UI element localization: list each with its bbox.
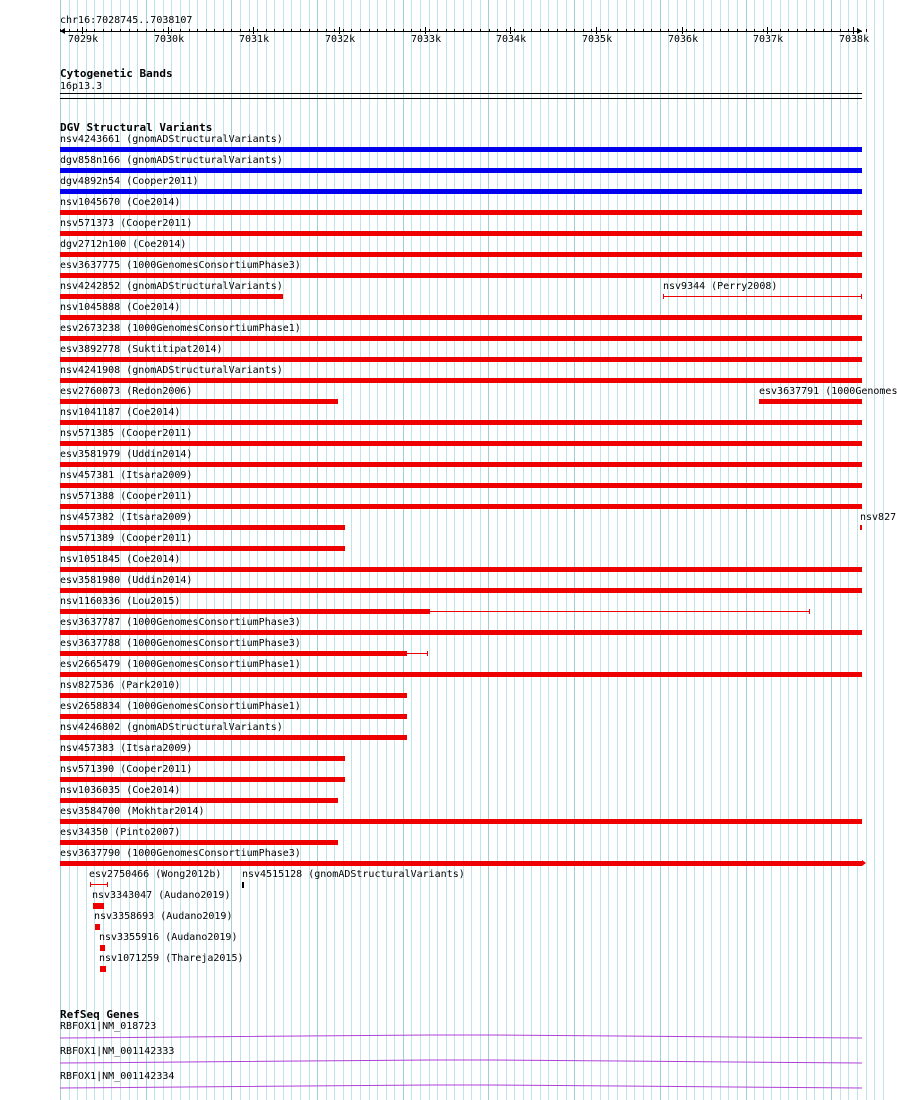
variant-label[interactable]: nsv1051845 (Coe2014) [60, 554, 181, 565]
variant-label[interactable]: nsv457382 (Itsara2009) [60, 512, 193, 523]
variant-label[interactable]: esv2665479 (1000GenomesConsortiumPhase1) [60, 659, 301, 670]
variant-label[interactable]: nsv3343047 (Audano2019) [92, 890, 231, 901]
variant-label[interactable]: esv3581979 (Uddin2014) [60, 449, 193, 460]
variant-label[interactable]: esv3637791 (1000Genomes [759, 386, 897, 397]
ruler-tick-label: 7029k [68, 34, 99, 45]
variant-label[interactable]: nsv1036035 (Coe2014) [60, 785, 181, 796]
variant-label[interactable]: nsv1041187 (Coe2014) [60, 407, 181, 418]
dgv-track-title[interactable]: DGV Structural Variants [60, 121, 213, 134]
gene-label[interactable]: RBFOX1|NM_018723 [60, 1021, 157, 1032]
variant-label[interactable]: nsv4246802 (gnomADStructuralVariants) [60, 722, 283, 733]
variant-label[interactable]: nsv3355916 (Audano2019) [99, 932, 238, 943]
gene-intron-line[interactable] [60, 1058, 862, 1066]
variant-label[interactable]: esv3637788 (1000GenomesConsortiumPhase3) [60, 638, 301, 649]
variant-label[interactable]: nsv457381 (Itsara2009) [60, 470, 193, 481]
variant-label[interactable]: nsv571385 (Cooper2011) [60, 428, 193, 439]
variant-label[interactable]: dgv858n166 (gnomADStructuralVariants) [60, 155, 283, 166]
ruler-tick-label: 7036k [668, 34, 699, 45]
ruler-tick-label: 7031k [239, 34, 270, 45]
variant-label[interactable]: esv2760073 (Redon2006) [60, 386, 193, 397]
gene-intron-path [60, 1085, 862, 1088]
ruler-tick-label: 7038k [839, 34, 870, 45]
variant-label[interactable]: nsv9344 (Perry2008) [663, 281, 778, 292]
gene-label[interactable]: RBFOX1|NM_001142333 [60, 1046, 175, 1057]
cytoband-label: 16p13.3 [60, 81, 103, 92]
variant-label[interactable]: nsv3358693 (Audano2019) [94, 911, 233, 922]
gene-label[interactable]: RBFOX1|NM_001142334 [60, 1071, 175, 1082]
variant-label[interactable]: nsv827536 (Park2010) [60, 680, 181, 691]
gene-intron-line[interactable] [60, 1083, 862, 1091]
variant-label[interactable]: esv3637775 (1000GenomesConsortiumPhase3) [60, 260, 301, 271]
ruler-tick-label: 7035k [582, 34, 613, 45]
variant-label[interactable]: nsv4241908 (gnomADStructuralVariants) [60, 365, 283, 376]
ruler-tick-label: 7037k [753, 34, 784, 45]
ruler-tick-label: 7032k [325, 34, 356, 45]
variant-label[interactable]: nsv571389 (Cooper2011) [60, 533, 193, 544]
variant-label[interactable]: nsv1160336 (Lou2015) [60, 596, 181, 607]
variant-label[interactable]: esv2750466 (Wong2012b) [89, 869, 222, 880]
ruler-tick-label: 7033k [411, 34, 442, 45]
variant-label[interactable]: nsv1045888 (Coe2014) [60, 302, 181, 313]
ruler-tick-label: 7034k [496, 34, 527, 45]
cytoband-track-title[interactable]: Cytogenetic Bands [60, 67, 173, 80]
variant-label[interactable]: esv3892778 (Suktitipat2014) [60, 344, 223, 355]
variant-label[interactable]: esv2673238 (1000GenomesConsortiumPhase1) [60, 323, 301, 334]
variant-label[interactable]: nsv457383 (Itsara2009) [60, 743, 193, 754]
variant-label[interactable]: nsv827 [860, 512, 897, 523]
gene-intron-path [60, 1060, 862, 1063]
gene-intron-line[interactable] [60, 1033, 862, 1041]
gene-intron-path [60, 1035, 862, 1038]
variant-label[interactable]: esv3584700 (Mokhtar2014) [60, 806, 205, 817]
ruler-tick-label: 7030k [154, 34, 185, 45]
variant-label[interactable]: nsv571390 (Cooper2011) [60, 764, 193, 775]
variant-label[interactable]: nsv4242852 (gnomADStructuralVariants) [60, 281, 283, 292]
locus-label: chr16:7028745..7038107 [60, 15, 193, 26]
refseq-track-title[interactable]: RefSeq Genes [60, 1008, 140, 1021]
variant-label[interactable]: nsv1045670 (Coe2014) [60, 197, 181, 208]
variant-label[interactable]: nsv571388 (Cooper2011) [60, 491, 193, 502]
variant-label[interactable]: nsv4243661 (gnomADStructuralVariants) [60, 134, 283, 145]
variant-label[interactable]: esv3637790 (1000GenomesConsortiumPhase3) [60, 848, 301, 859]
variant-label[interactable]: esv34350 (Pinto2007) [60, 827, 181, 838]
variant-label[interactable]: dgv2712n100 (Coe2014) [60, 239, 187, 250]
variant-label[interactable]: nsv4515128 (gnomADStructuralVariants) [242, 869, 465, 880]
variant-label[interactable]: esv2658834 (1000GenomesConsortiumPhase1) [60, 701, 301, 712]
variant-label[interactable]: nsv1071259 (Thareja2015) [99, 953, 244, 964]
variant-label[interactable]: esv3581980 (Uddin2014) [60, 575, 193, 586]
variant-label[interactable]: nsv571373 (Cooper2011) [60, 218, 193, 229]
variant-label[interactable]: esv3637787 (1000GenomesConsortiumPhase3) [60, 617, 301, 628]
variant-label[interactable]: dgv4892n54 (Cooper2011) [60, 176, 199, 187]
